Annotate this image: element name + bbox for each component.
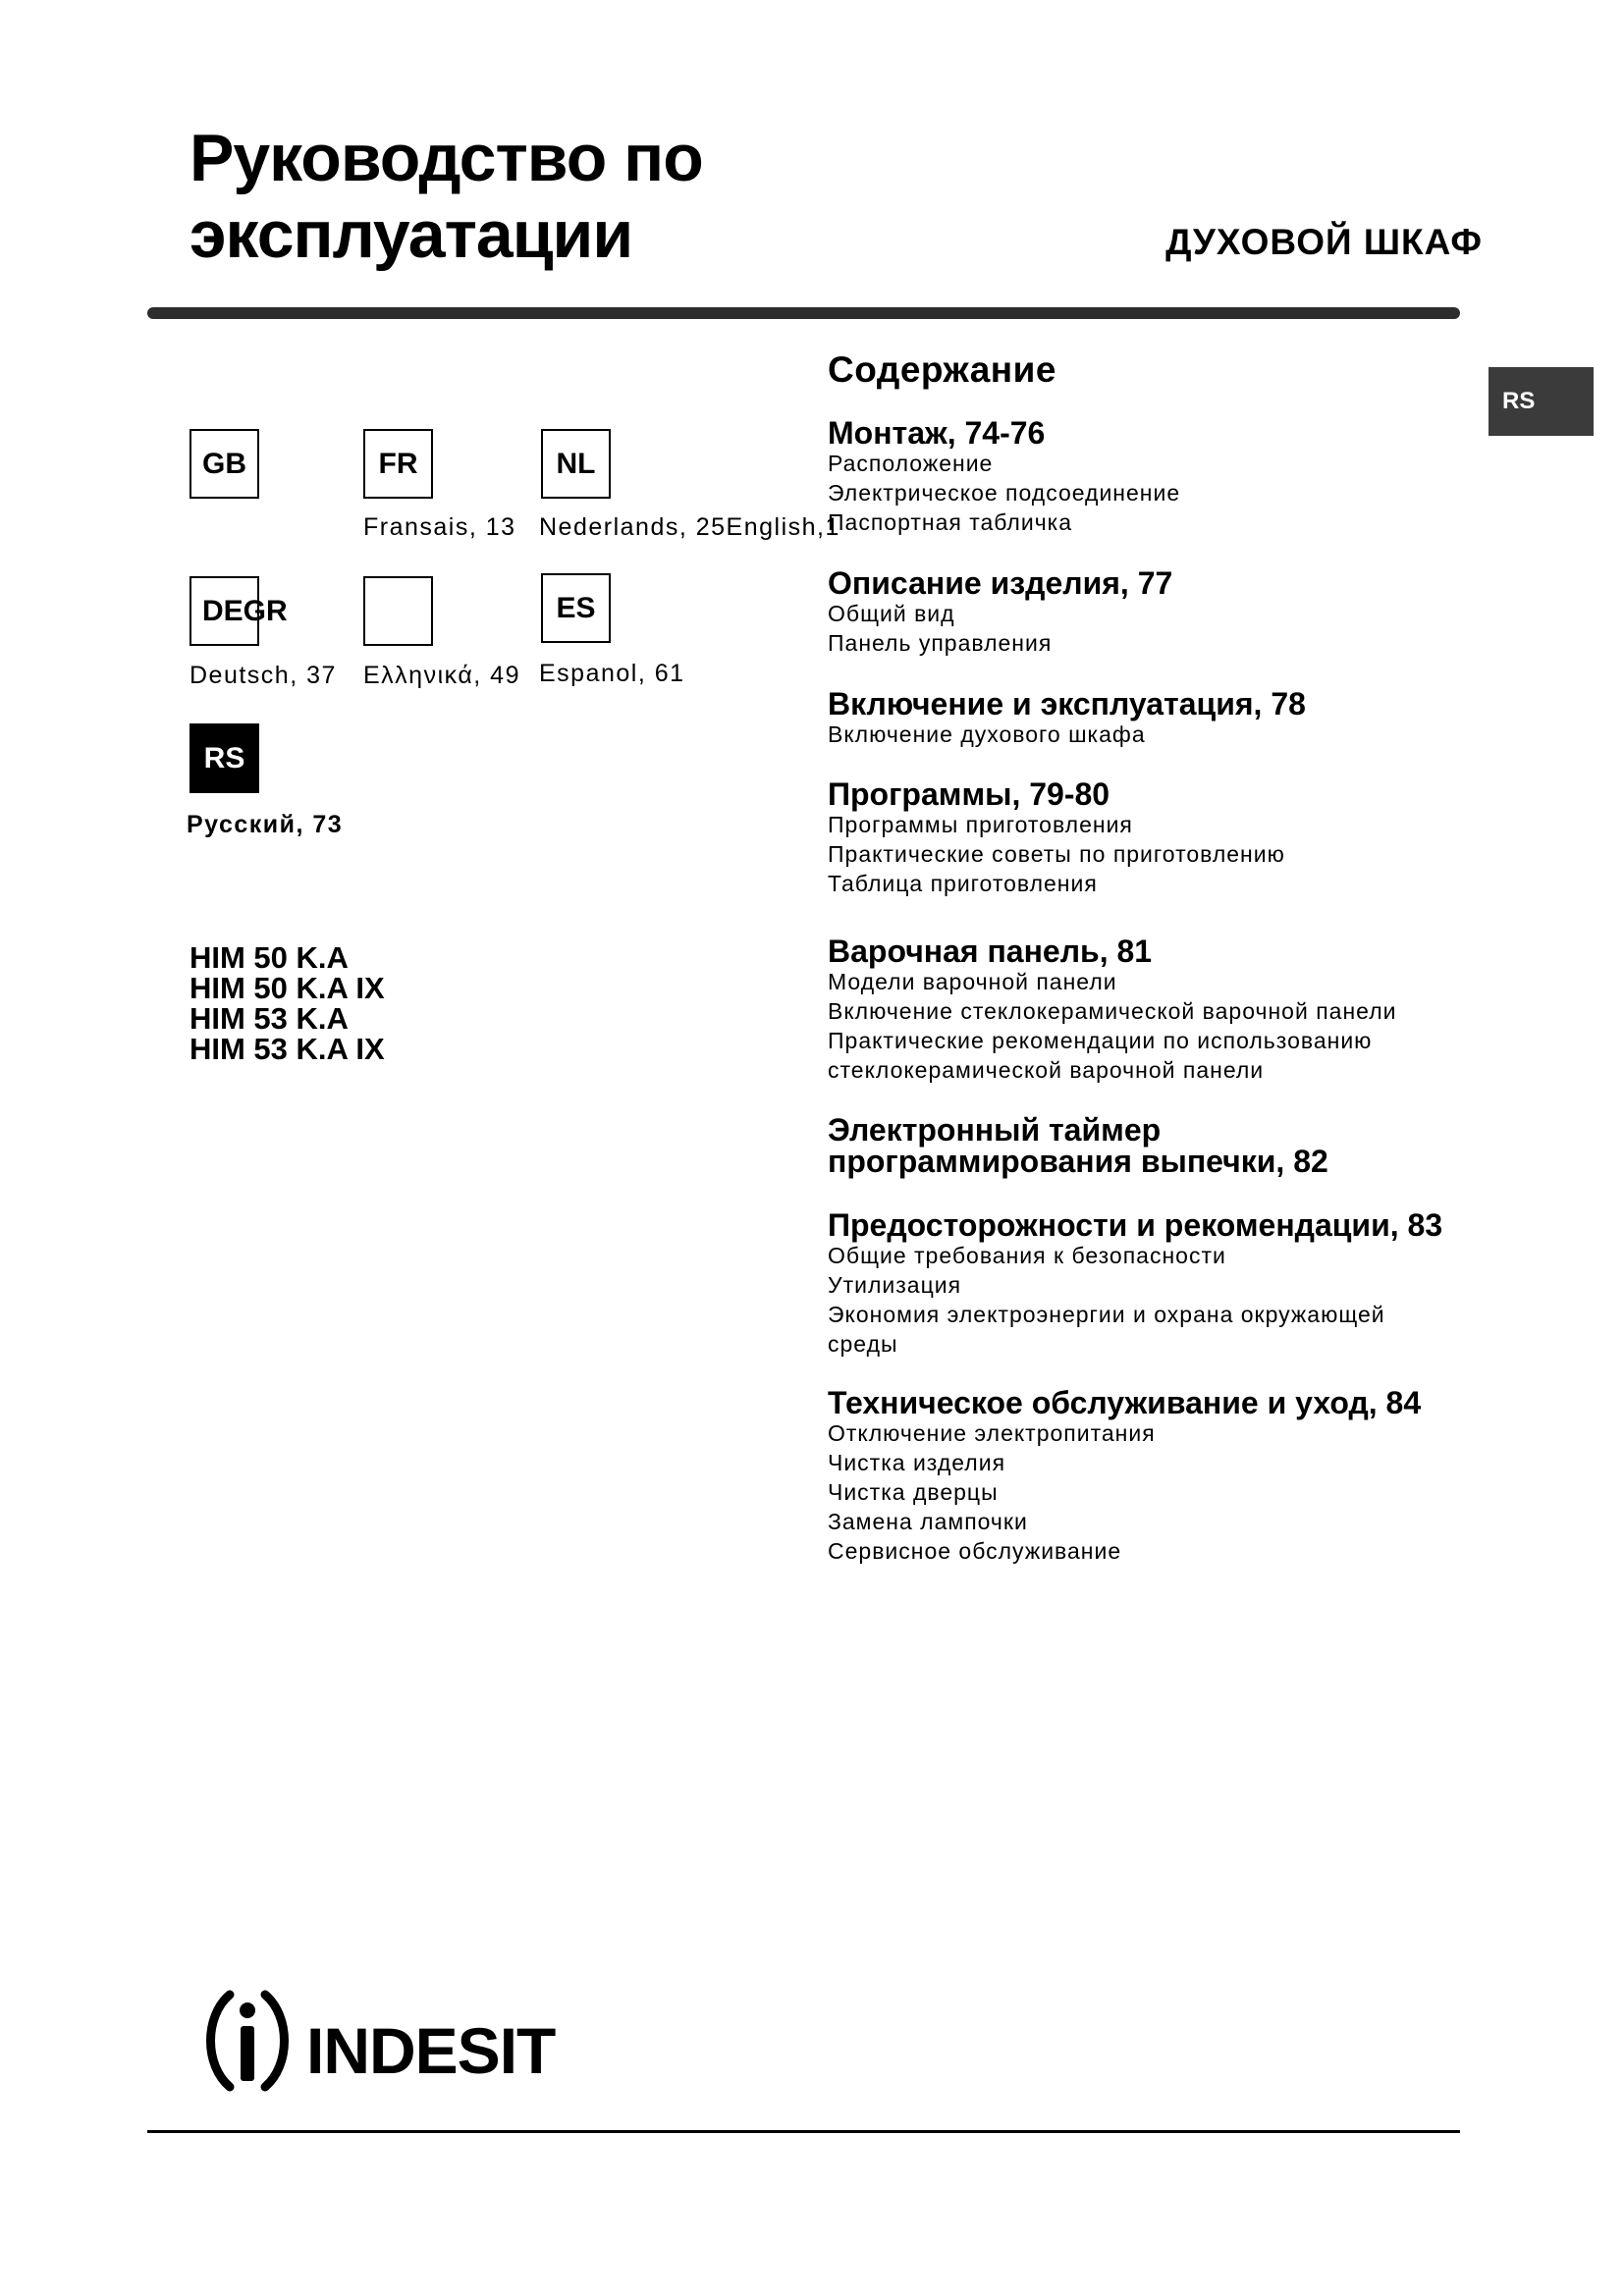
lang-caption-es: Espanol, 61 <box>539 660 685 687</box>
toc-item: Общий вид <box>828 601 955 626</box>
toc-section-title-line[interactable]: программирования выпечки, 82 <box>828 1144 1328 1179</box>
toc-heading: Содержание <box>828 349 1056 390</box>
toc-section-timer <box>828 1114 1328 1177</box>
toc-section-title[interactable]: Варочная панель, 81 <box>828 934 1153 969</box>
toc-item: среды <box>828 1331 898 1357</box>
lang-box-fr[interactable]: FR <box>363 429 433 499</box>
toc-section-title[interactable]: Техническое обслуживание и уход, 84 <box>828 1385 1422 1420</box>
title-line-2: эксплуатации <box>189 197 633 272</box>
lang-caption-de: Deutsch, 37 <box>189 662 337 689</box>
toc-item: Программы приготовления <box>828 812 1133 837</box>
toc-section-maintenance <box>828 1387 1421 1566</box>
lang-box-gb[interactable]: GB <box>189 429 259 499</box>
toc-item: Замена лампочки <box>828 1509 1028 1534</box>
toc-section-title[interactable]: Предосторожности и рекомендации, 83 <box>828 1207 1443 1243</box>
toc-item: Модели варочной панели <box>828 969 1117 994</box>
lang-caption-rs: Русский, 73 <box>187 811 344 838</box>
model-item: HIM 50 K.A <box>189 940 349 975</box>
toc-item: Практические рекомендации по использованию <box>828 1028 1373 1053</box>
toc-item: Отключение электропитания <box>828 1420 1156 1446</box>
toc-item: Включение духового шкафа <box>828 721 1146 747</box>
logo-wordmark: INDESIT <box>306 2014 556 2087</box>
toc-section-description <box>828 567 1172 658</box>
document-title <box>189 120 703 273</box>
toc-item: Паспортная табличка <box>828 509 1073 535</box>
toc-item: Чистка изделия <box>828 1450 1006 1475</box>
toc-item: Практические советы по приготовлению <box>828 841 1285 867</box>
toc-item: Сервисное обслуживание <box>828 1538 1122 1564</box>
toc-section-installation <box>828 417 1180 537</box>
header-divider <box>147 307 1460 319</box>
toc-section-programs <box>828 778 1285 898</box>
lang-caption-nl: Nederlands, 25English,1 <box>539 513 840 541</box>
lang-box-gr[interactable] <box>363 576 433 646</box>
indesit-logo <box>196 1987 579 2095</box>
toc-section-title[interactable]: Включение и эксплуатация, 78 <box>828 686 1306 721</box>
toc-item: Таблица приготовления <box>828 871 1098 896</box>
toc-section-title[interactable]: Монтаж, 74-76 <box>828 415 1046 451</box>
indesit-logo-icon <box>196 1987 579 2095</box>
lang-caption-gr: Ελληνικά, 49 <box>363 662 520 689</box>
toc-section-title[interactable]: Описание изделия, 77 <box>828 565 1173 601</box>
toc-item: Панель управления <box>828 630 1053 656</box>
toc-item: Электрическое подсоединение <box>828 480 1181 506</box>
lang-box-nl[interactable]: NL <box>541 429 611 499</box>
toc-section-hob <box>828 935 1396 1085</box>
lang-box-de-gr[interactable]: DEGR <box>189 576 259 646</box>
toc-item: Чистка дверцы <box>828 1479 999 1505</box>
toc-section-title[interactable]: Программы, 79-80 <box>828 776 1110 812</box>
language-tab: RS <box>1489 367 1594 436</box>
toc-item: Утилизация <box>828 1272 962 1298</box>
footer-divider <box>147 2130 1460 2133</box>
model-item: HIM 53 K.A IX <box>189 1032 385 1066</box>
toc-item: Общие требования к безопасности <box>828 1243 1226 1268</box>
toc-section-precautions <box>828 1209 1442 1359</box>
lang-box-rs[interactable]: RS <box>189 723 259 793</box>
toc-item: Включение стеклокерамической варочной панели <box>828 998 1397 1024</box>
product-type: ДУХОВОЙ ШКАФ <box>1165 222 1483 262</box>
toc-item: Расположение <box>828 451 994 476</box>
toc-section-operation <box>828 688 1306 749</box>
toc-section-title-line[interactable]: Электронный таймер <box>828 1112 1162 1148</box>
model-item: HIM 53 K.A <box>189 1001 349 1036</box>
lang-caption-fr: Fransais, 13 <box>363 513 516 541</box>
model-item: HIM 50 K.A IX <box>189 971 385 1005</box>
toc-item: Экономия электроэнергии и охрана окружающей <box>828 1302 1385 1327</box>
toc-item: стеклокерамической варочной панели <box>828 1057 1265 1083</box>
title-line-1: Руководство по <box>189 121 703 195</box>
model-list <box>189 942 385 1064</box>
lang-box-es[interactable]: ES <box>541 573 611 643</box>
